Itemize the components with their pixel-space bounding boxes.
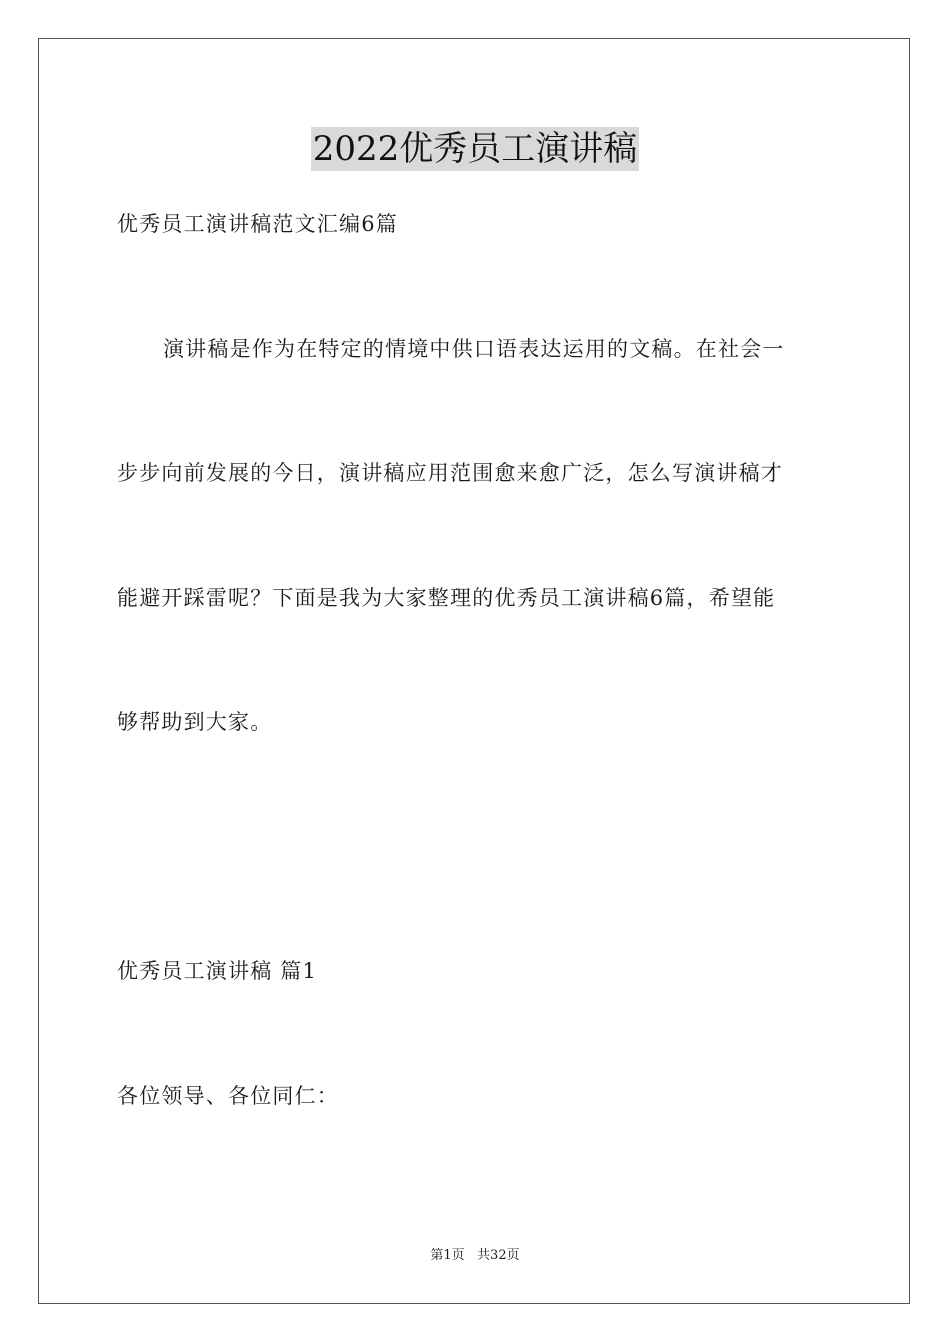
page-footer: 第1页 共32页 xyxy=(430,1248,520,1263)
section-heading: 优秀员工演讲稿 篇1 xyxy=(117,959,318,983)
intro-line-4: 够帮助到大家。 xyxy=(117,710,273,734)
document-title: 2022优秀员工演讲稿 xyxy=(312,129,638,169)
intro-line-1: 演讲稿是作为在特定的情境中供口语表达运用的文稿。在社会一 xyxy=(163,337,785,361)
salutation: 各位领导、各位同仁： xyxy=(117,1084,339,1108)
title-container xyxy=(0,127,950,171)
document-subtitle: 优秀员工演讲稿范文汇编6篇 xyxy=(117,212,398,236)
intro-line-3: 能避开踩雷呢？下面是我为大家整理的优秀员工演讲稿6篇，希望能 xyxy=(117,586,776,610)
intro-line-2: 步步向前发展的今日，演讲稿应用范围愈来愈广泛，怎么写演讲稿才 xyxy=(117,461,783,485)
